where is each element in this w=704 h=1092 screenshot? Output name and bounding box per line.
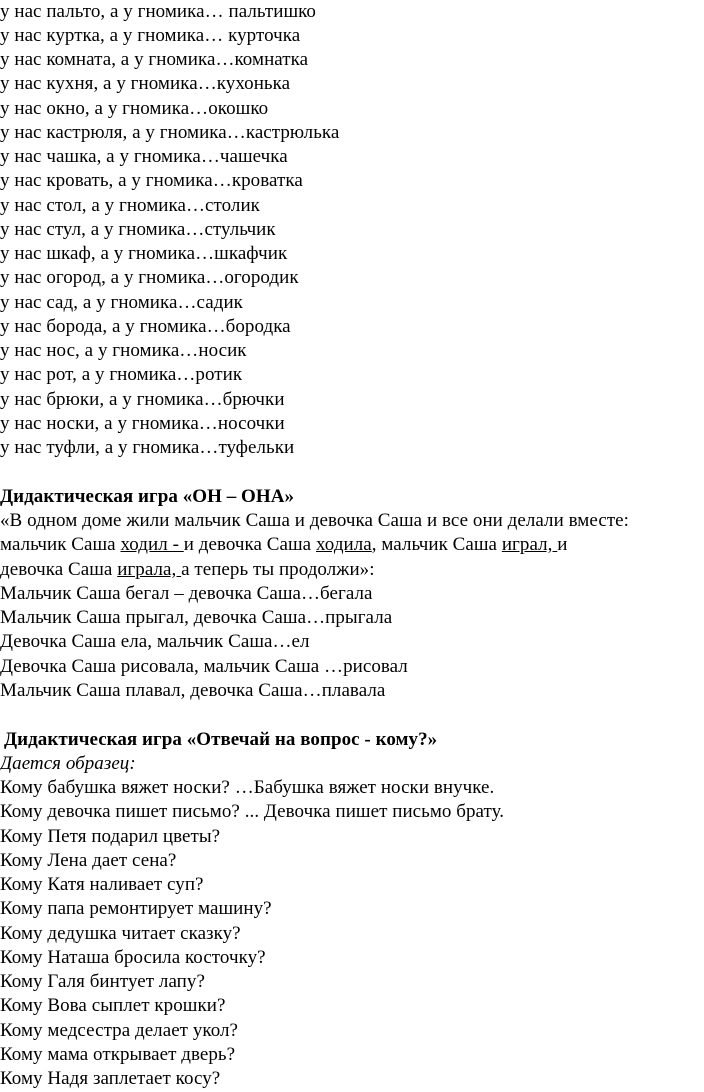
list-item: Кому Лена дает сена? — [0, 850, 177, 871]
intro-text-part: а теперь ты продолжи»: — [181, 559, 375, 580]
list-item: у нас кровать, а у гномика…кроватка — [0, 170, 303, 191]
intro-text-part: и — [557, 534, 568, 555]
list-item: Кому Галя бинтует лапу? — [0, 971, 205, 992]
list-item: у нас комната, а у гномика…комнатка — [0, 49, 309, 70]
list-item: у нас носки, а у гномика…носочки — [0, 413, 285, 434]
list-item: у нас куртка, а у гномика… курточка — [0, 25, 301, 46]
list-item: Мальчик Саша прыгал, девочка Саша…прыгала — [0, 607, 393, 628]
list-item: Кому Катя наливает суп? — [0, 874, 204, 895]
list-item: Девочка Саша ела, мальчик Саша…ел — [0, 631, 310, 652]
list-item: у нас стол, а у гномика…столик — [0, 195, 260, 216]
list-item: Кому мама открывает дверь? — [0, 1044, 236, 1065]
list-item: Кому бабушка вяжет носки? …Бабушка вяжет носки внучке. — [0, 777, 495, 798]
list-item: Кому дедушка читает сказку? — [0, 923, 241, 944]
section-heading: Дидактическая игра «Отвечай на вопрос - кому?» — [4, 729, 438, 750]
list-item: у нас окно, а у гномика…окошко — [0, 98, 269, 119]
list-item: у нас брюки, а у гномика…брючки — [0, 389, 285, 410]
list-item: у нас стул, а у гномика…стульчик — [0, 219, 276, 240]
list-item: Кому Наташа бросила косточку? — [0, 947, 266, 968]
intro-text-part: мальчик Саша — [0, 534, 121, 555]
underlined-verb: играл, — [501, 534, 558, 555]
list-item: Кому Петя подарил цветы? — [0, 826, 221, 847]
list-item: у нас кастрюля, а у гномика…кастрюлька — [0, 122, 340, 143]
list-item: у нас рот, а у гномика…ротик — [0, 364, 243, 385]
list-item: у нас шкаф, а у гномика…шкафчик — [0, 243, 288, 264]
intro-text-part: , мальчик Саша — [371, 534, 502, 555]
section-subheading: Дается образец: — [0, 753, 136, 774]
intro-text: «В одном доме жили мальчик Саша и девочка Саша и все они делали вместе: — [0, 510, 629, 531]
list-item: Мальчик Саша плавал, девочка Саша…плавала — [0, 680, 386, 701]
underlined-verb: ходил - — [120, 534, 184, 555]
intro-text-part: и девочка Саша — [183, 534, 316, 555]
intro-text-part: девочка Саша — [0, 559, 118, 580]
list-item: у нас пальто, а у гномика… пальтишко — [0, 1, 316, 22]
list-item: Мальчик Саша бегал – девочка Саша…бегала — [0, 583, 373, 604]
list-item: Кому Вова сыплет крошки? — [0, 995, 226, 1016]
list-item: Девочка Саша рисовала, мальчик Саша …рисовал — [0, 656, 408, 677]
list-item: Кому медсестра делает укол? — [0, 1020, 239, 1041]
list-item: Кому девочка пишет письмо? ... Девочка пишет письмо брату. — [0, 801, 505, 822]
list-item: Кому Надя заплетает косу? — [0, 1068, 221, 1089]
list-item: у нас огород, а у гномика…огородик — [0, 267, 299, 288]
list-item: у нас туфли, а у гномика…туфельки — [0, 437, 295, 458]
intro-text — [0, 558, 375, 582]
list-item: у нас чашка, а у гномика…чашечка — [0, 146, 288, 167]
section-heading: Дидактическая игра «ОН – ОНА» — [0, 486, 295, 507]
underlined-verb: ходила — [315, 534, 372, 555]
list-item: у нас борода, а у гномика…бородка — [0, 316, 291, 337]
underlined-verb: играла, — [117, 559, 182, 580]
list-item: у нас нос, а у гномика…носик — [0, 340, 247, 361]
list-item: у нас кухня, а у гномика…кухонька — [0, 73, 291, 94]
intro-text — [0, 533, 567, 557]
list-item: у нас сад, а у гномика…садик — [0, 292, 243, 313]
list-item: Кому папа ремонтирует машину? — [0, 898, 272, 919]
